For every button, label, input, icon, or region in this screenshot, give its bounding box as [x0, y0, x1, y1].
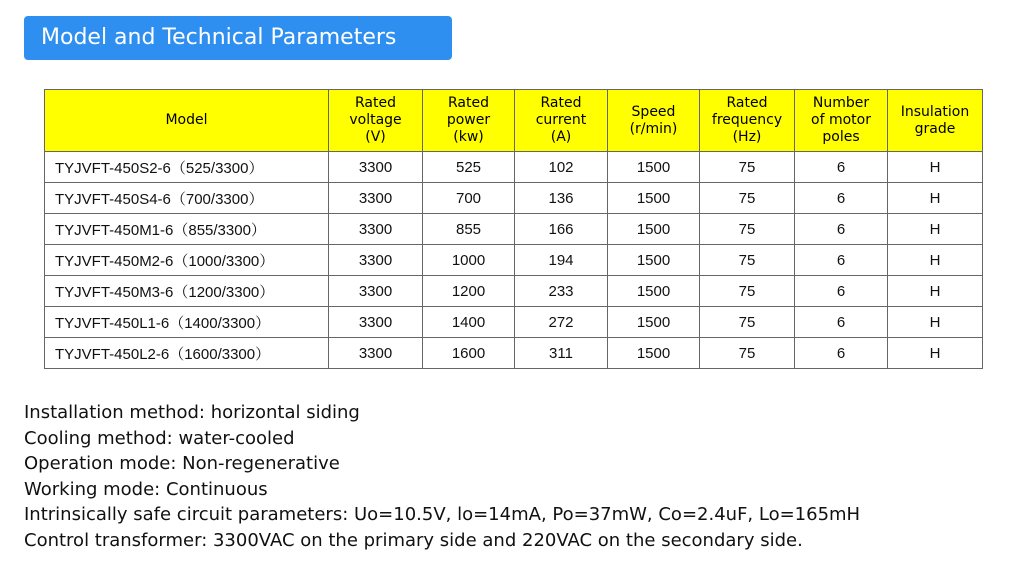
current-cell: 194: [515, 245, 608, 276]
insulation-cell: H: [888, 152, 983, 183]
model-cell: TYJVFT-450S2-6（525/3300）: [45, 152, 329, 183]
voltage-cell: 3300: [329, 338, 423, 369]
insulation-cell: H: [888, 338, 983, 369]
header-rated-voltage: Rated voltage (V): [329, 90, 423, 152]
parameters-table: [44, 89, 983, 369]
table-row: [45, 152, 983, 183]
speed-cell: 1500: [608, 214, 700, 245]
current-cell: 136: [515, 183, 608, 214]
header-rated-current: Rated current (A): [515, 90, 608, 152]
table-row: [45, 214, 983, 245]
frequency-cell: 75: [700, 307, 795, 338]
power-cell: 1200: [423, 276, 515, 307]
table-row: [45, 245, 983, 276]
insulation-cell: H: [888, 307, 983, 338]
speed-cell: 1500: [608, 338, 700, 369]
model-cell: TYJVFT-450M3-6（1200/3300）: [45, 276, 329, 307]
model-cell: TYJVFT-450S4-6（700/3300）: [45, 183, 329, 214]
frequency-cell: 75: [700, 245, 795, 276]
speed-cell: 1500: [608, 307, 700, 338]
insulation-cell: H: [888, 245, 983, 276]
model-cell: TYJVFT-450L1-6（1400/3300）: [45, 307, 329, 338]
frequency-cell: 75: [700, 152, 795, 183]
power-cell: 1000: [423, 245, 515, 276]
cooling-method-note: Cooling method: water-cooled: [24, 427, 295, 449]
poles-cell: 6: [795, 307, 888, 338]
insulation-cell: H: [888, 214, 983, 245]
model-cell: TYJVFT-450L2-6（1600/3300）: [45, 338, 329, 369]
current-cell: 272: [515, 307, 608, 338]
model-cell: TYJVFT-450M1-6（855/3300）: [45, 214, 329, 245]
speed-cell: 1500: [608, 276, 700, 307]
section-title: Model and Technical Parameters: [24, 16, 452, 60]
intrinsically-safe-parameters-note: Intrinsically safe circuit parameters: Uo=10.5V, lo=14mA, Po=37mW, Co=2.4uF, Lo=165mH: [24, 504, 861, 525]
table-row: [45, 307, 983, 338]
table-header-row: [45, 90, 983, 152]
header-rated-frequency: Rated frequency (Hz): [700, 90, 795, 152]
operation-mode-note: Operation mode: Non-regenerative: [24, 453, 340, 474]
power-cell: 525: [423, 152, 515, 183]
control-transformer-note: Control transformer: 3300VAC on the primary side and 220VAC on the secondary side.: [24, 529, 803, 551]
header-model: Model: [45, 90, 329, 152]
current-cell: 166: [515, 214, 608, 245]
current-cell: 311: [515, 338, 608, 369]
frequency-cell: 75: [700, 276, 795, 307]
poles-cell: 6: [795, 338, 888, 369]
power-cell: 700: [423, 183, 515, 214]
voltage-cell: 3300: [329, 276, 423, 307]
installation-method-note: Installation method: horizontal siding: [24, 402, 360, 423]
frequency-cell: 75: [700, 338, 795, 369]
header-speed: Speed (r/min): [608, 90, 700, 152]
poles-cell: 6: [795, 152, 888, 183]
voltage-cell: 3300: [329, 307, 423, 338]
insulation-cell: H: [888, 276, 983, 307]
frequency-cell: 75: [700, 183, 795, 214]
current-cell: 102: [515, 152, 608, 183]
header-rated-power: Rated power (kw): [423, 90, 515, 152]
frequency-cell: 75: [700, 214, 795, 245]
poles-cell: 6: [795, 214, 888, 245]
power-cell: 1600: [423, 338, 515, 369]
model-cell: TYJVFT-450M2-6（1000/3300）: [45, 245, 329, 276]
poles-cell: 6: [795, 276, 888, 307]
speed-cell: 1500: [608, 152, 700, 183]
voltage-cell: 3300: [329, 183, 423, 214]
table-row: [45, 183, 983, 214]
working-mode-note: Working mode: Continuous: [24, 478, 268, 500]
power-cell: 855: [423, 214, 515, 245]
speed-cell: 1500: [608, 183, 700, 214]
speed-cell: 1500: [608, 245, 700, 276]
power-cell: 1400: [423, 307, 515, 338]
poles-cell: 6: [795, 245, 888, 276]
poles-cell: 6: [795, 183, 888, 214]
header-motor-poles: Number of motor poles: [795, 90, 888, 152]
header-insulation-grade: Insulation grade: [888, 90, 983, 152]
voltage-cell: 3300: [329, 245, 423, 276]
voltage-cell: 3300: [329, 152, 423, 183]
insulation-cell: H: [888, 183, 983, 214]
table-row: [45, 338, 983, 369]
specification-notes: [24, 400, 860, 553]
voltage-cell: 3300: [329, 214, 423, 245]
table-row: [45, 276, 983, 307]
current-cell: 233: [515, 276, 608, 307]
